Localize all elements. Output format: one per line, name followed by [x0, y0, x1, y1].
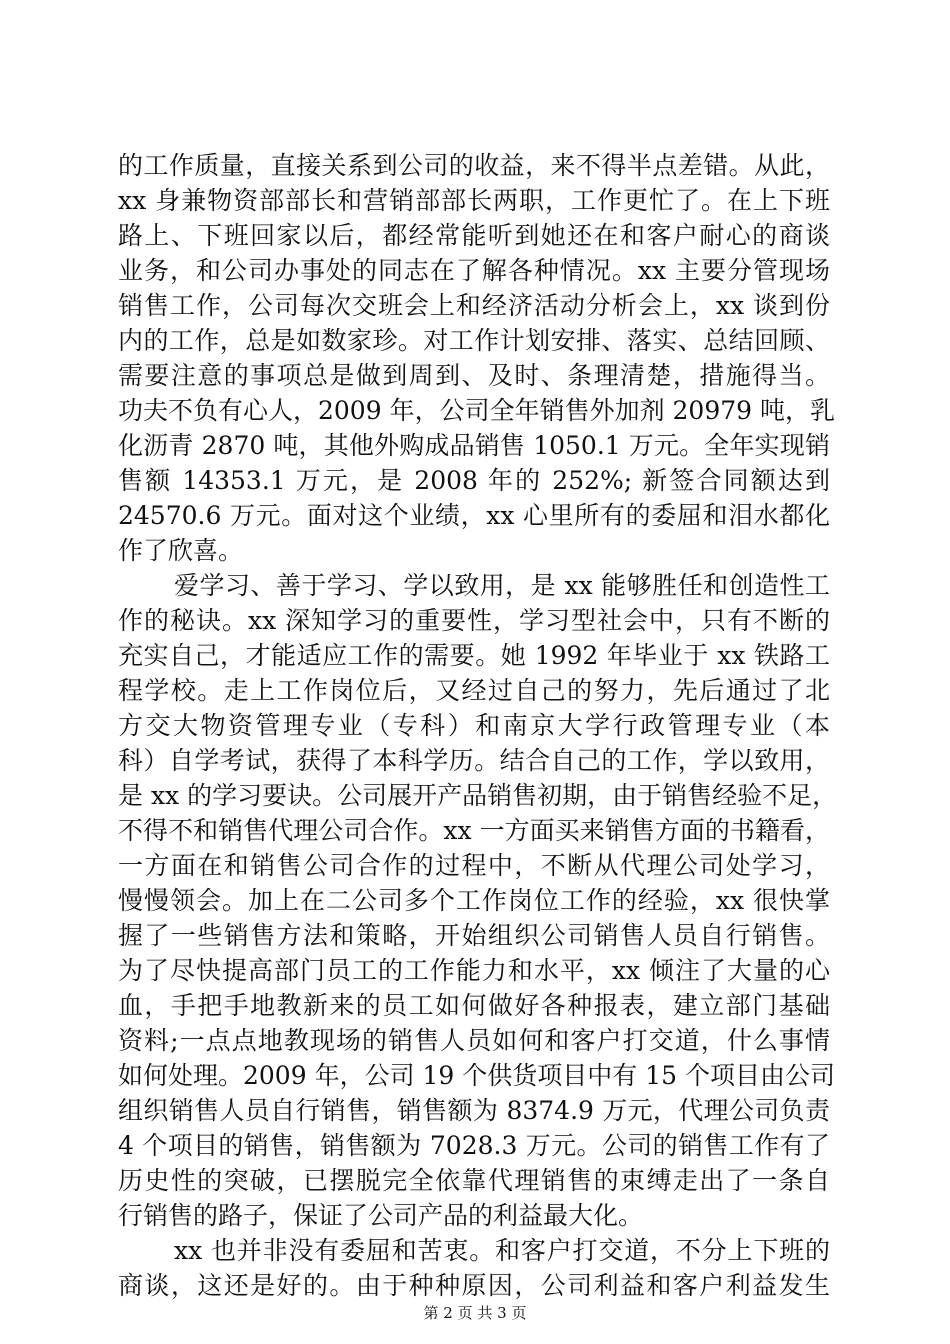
text-line: 组织销售人员自行销售，销售额为 8374.9 万元，代理公司负责	[118, 1096, 830, 1125]
text-line: 路上、下班回家以后，都经常能听到她还在和客户耐心的商谈	[118, 221, 830, 250]
text-line: 血，手把手地教新来的员工如何做好各种报表，建立部门基础	[118, 991, 830, 1020]
text-line: 需要注意的事项总是做到周到、及时、条理清楚，措施得当。	[118, 361, 830, 390]
text-line: 作了欣喜。	[118, 536, 244, 565]
text-line: 如何处理。2009 年，公司 19 个供货项目中有 15 个项目由公司	[118, 1061, 835, 1090]
text-line: 慢慢领会。加上在二公司多个工作岗位工作的经验，xx 很快掌	[118, 886, 830, 915]
text-line: 科）自学考试，获得了本科学历。结合自己的工作，学以致用，	[118, 746, 830, 775]
text-line: 售额 14353.1 万元，是 2008 年的 252%; 新签合同额达到	[118, 466, 830, 495]
text-line: 化沥青 2870 吨，其他外购成品销售 1050.1 万元。全年实现销	[118, 431, 830, 460]
text-line: 握了一些销售方法和策略，开始组织公司销售人员自行销售。	[118, 921, 830, 950]
text-line: 24570.6 万元。面对这个业绩，xx 心里所有的委屈和泪水都化	[118, 501, 830, 530]
text-line: 业务，和公司办事处的同志在了解各种情况。xx 主要分管现场	[118, 256, 830, 285]
text-line: 一方面在和销售公司合作的过程中，不断从代理公司处学习，	[118, 851, 830, 880]
text-line: xx 身兼物资部部长和营销部部长两职，工作更忙了。在上下班	[118, 186, 830, 215]
text-line: 销售工作，公司每次交班会上和经济活动分析会上，xx 谈到份	[118, 291, 830, 320]
text-line: 作的秘诀。xx 深知学习的重要性，学习型社会中，只有不断的	[118, 606, 830, 635]
text-line: 功夫不负有心人，2009 年，公司全年销售外加剂 20979 吨，乳	[118, 396, 835, 425]
text-line: 的工作质量，直接关系到公司的收益，来不得半点差错。从此，	[118, 151, 830, 180]
text-line: 充实自己，才能适应工作的需要。她 1992 年毕业于 xx 铁路工	[118, 641, 830, 670]
text-line: 不得不和销售代理公司合作。xx 一方面买来销售方面的书籍看，	[118, 816, 830, 845]
text-line: 爱学习、善于学习、学以致用，是 xx 能够胜任和创造性工	[174, 571, 830, 600]
text-line: 4 个项目的销售，销售额为 7028.3 万元。公司的销售工作有了	[118, 1131, 830, 1160]
text-line: 内的工作，总是如数家珍。对工作计划安排、落实、总结回顾、	[118, 326, 830, 355]
text-line: 资料;一点点地教现场的销售人员如何和客户打交道，什么事情	[118, 1026, 830, 1055]
text-line: xx 也并非没有委屈和苦衷。和客户打交道，不分上下班的	[174, 1236, 830, 1265]
text-line: 商谈，这还是好的。由于种种原因，公司利益和客户利益发生	[118, 1271, 830, 1300]
text-line: 方交大物资管理专业（专科）和南京大学行政管理专业（本	[118, 711, 830, 740]
text-line: 行销售的路子，保证了公司产品的利益最大化。	[118, 1201, 644, 1230]
page-footer: 第 2 页 共 3 页	[423, 1304, 527, 1322]
text-line: 为了尽快提高部门员工的工作能力和水平，xx 倾注了大量的心	[118, 956, 830, 985]
text-line: 历史性的突破，已摆脱完全依靠代理销售的束缚走出了一条自	[118, 1166, 830, 1195]
text-line: 程学校。走上工作岗位后，又经过自己的努力，先后通过了北	[118, 676, 830, 705]
text-line: 是 xx 的学习要诀。公司展开产品销售初期，由于销售经验不足，	[118, 781, 838, 810]
document-body	[118, 148, 838, 1303]
